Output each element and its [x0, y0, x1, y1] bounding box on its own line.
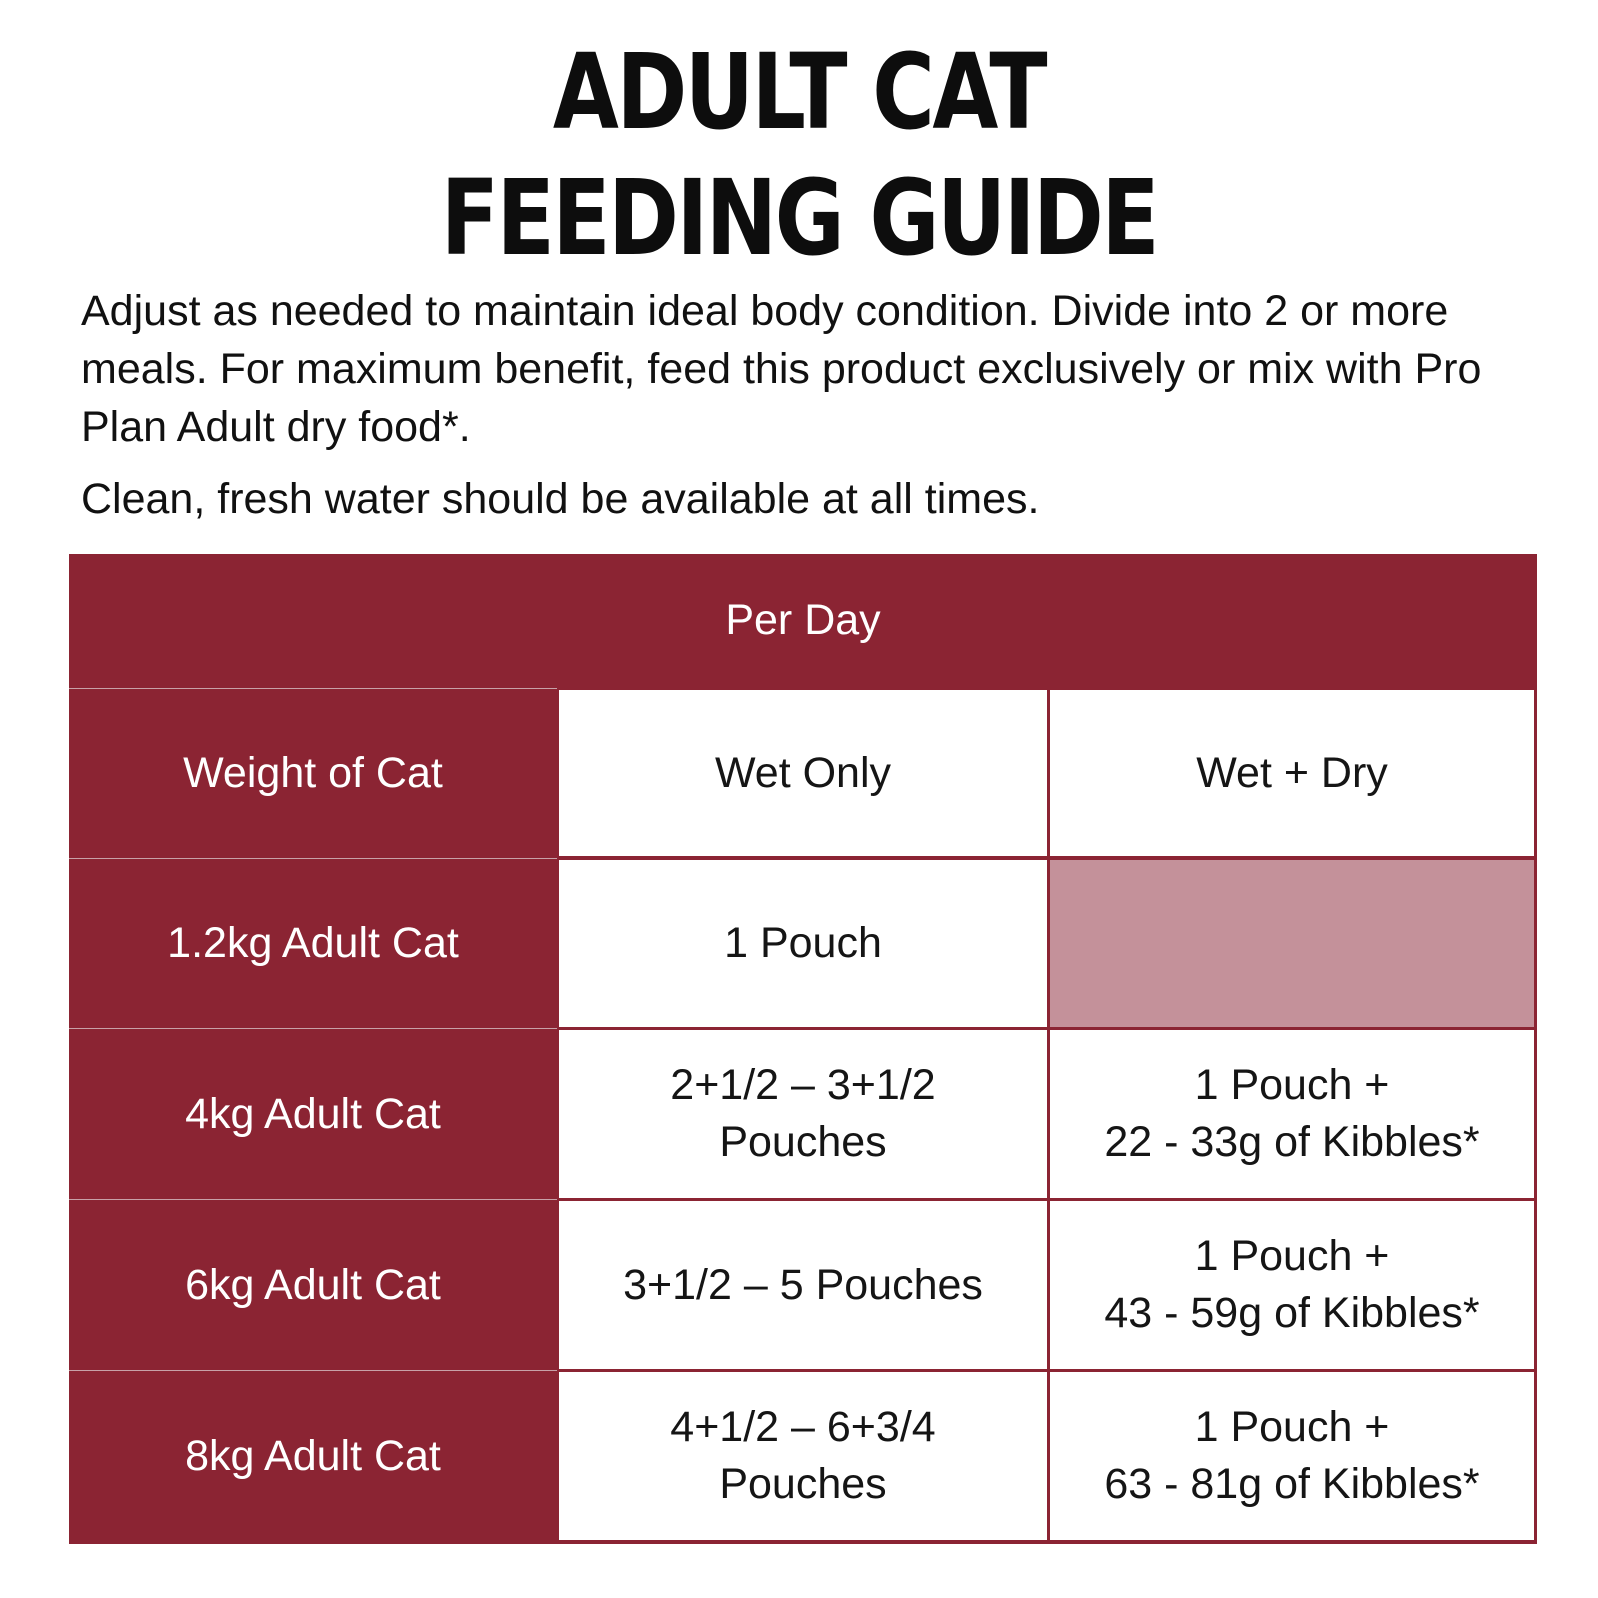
per-day-header: Per Day	[725, 596, 881, 644]
row-wet-only-cell: 4+1/2 – 6+3/4 Pouches	[559, 1372, 1047, 1540]
feeding-table	[69, 554, 1537, 1544]
row-wet-dry-cell-empty	[1050, 860, 1534, 1027]
column-header-wet-dry: Wet + Dry	[1050, 690, 1534, 856]
row-divider	[69, 688, 557, 689]
row-weight-cell: 6kg Adult Cat	[185, 1260, 441, 1309]
row-wet-only-cell: 3+1/2 – 5 Pouches	[559, 1201, 1047, 1369]
row-weight-cell: 1.2kg Adult Cat	[167, 919, 459, 967]
row-divider	[69, 1370, 557, 1371]
row-divider	[69, 858, 557, 859]
page-title-line-2: FEEDING GUIDE	[440, 157, 1158, 279]
row-weight-cell: 8kg Adult Cat	[185, 1431, 441, 1480]
row-weight-cell: 4kg Adult Cat	[185, 1089, 441, 1138]
row-wet-dry-cell: 1 Pouch + 22 - 33g of Kibbles*	[1050, 1030, 1534, 1198]
page-title-line-1: ADULT CAT	[552, 31, 1046, 153]
water-note: Clean, fresh water should be available at all times.	[81, 475, 1040, 523]
intro-paragraph: Adjust as needed to maintain ideal body condition. Divide into 2 or more meals. For maximum benefit, feed this product exclusively or mix with Pro Plan Adult dry food*.	[81, 287, 1482, 451]
row-wet-dry-cell: 1 Pouch + 43 - 59g of Kibbles*	[1050, 1201, 1534, 1369]
row-divider	[69, 1028, 557, 1029]
row-wet-only-cell: 1 Pouch	[559, 860, 1047, 1027]
column-header-wet-only: Wet Only	[559, 690, 1047, 856]
row-wet-dry-cell: 1 Pouch + 63 - 81g of Kibbles*	[1050, 1372, 1534, 1540]
row-divider	[69, 1199, 557, 1200]
column-header-weight: Weight of Cat	[183, 748, 443, 797]
row-wet-only-cell: 2+1/2 – 3+1/2 Pouches	[559, 1030, 1047, 1198]
